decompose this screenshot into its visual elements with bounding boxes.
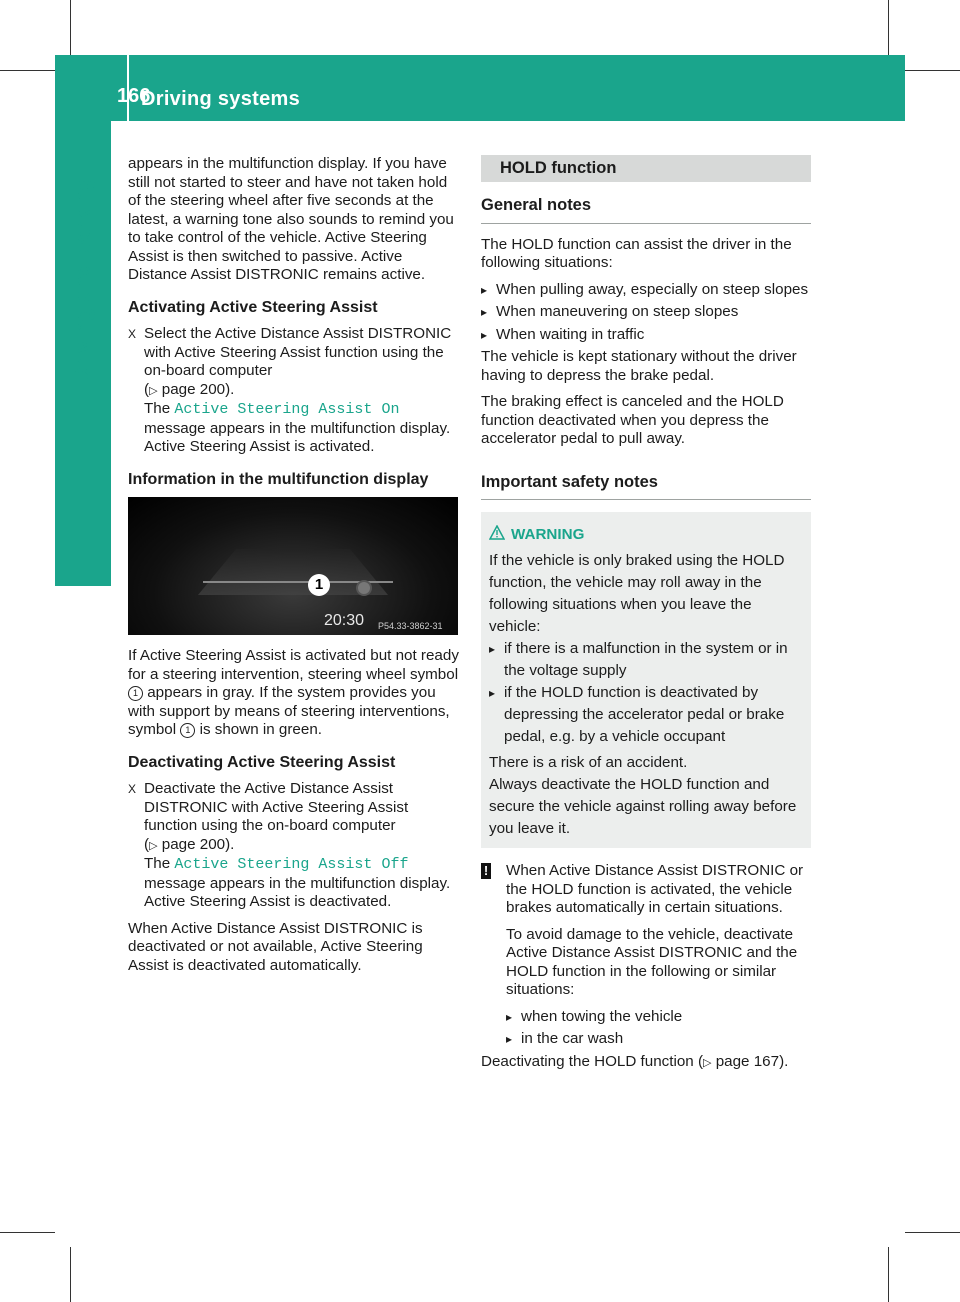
display-message: Active Steering Assist Off	[174, 856, 409, 873]
step-result: Active Steering Assist is deactivated.	[144, 893, 392, 910]
crop-mark	[70, 1247, 71, 1302]
step-text: Deactivate the Active Distance Assist DISTRONIC with Active Steering Assist function using the on-board computer	[144, 780, 409, 834]
list-item: ▸ When waiting in traffic	[481, 326, 811, 345]
safety-heading: Important safety notes	[481, 471, 811, 501]
step-result: Active Steering Assist is activated.	[144, 438, 375, 455]
list-item: ▸ if the HOLD function is deactivated by depressing the accelerator pedal or brake pedal, e.g. by a vehicle occupant	[489, 682, 803, 748]
general-p1: The vehicle is kept stationary without the driver having to depress the brake pedal.	[481, 348, 797, 384]
page-ref-link[interactable]: page 200).	[161, 835, 235, 853]
deactivating-step	[128, 780, 460, 912]
message-suffix: message appears in the multifunction display.	[144, 419, 451, 437]
step-marker-icon: X	[128, 327, 137, 341]
crop-mark	[0, 1232, 55, 1233]
step-text: Select the Active Distance Assist DISTRONIC with Active Steering Assist function using the on-board computer	[144, 325, 452, 379]
page-ref-link[interactable]: page 200).	[161, 380, 235, 398]
list-item: ▸ When pulling away, especially on steep slopes	[481, 281, 811, 300]
warning-header	[511, 524, 803, 546]
header-bar	[55, 55, 905, 121]
ref-text: Deactivating the HOLD function (	[481, 1052, 704, 1070]
notice-list	[506, 1008, 811, 1049]
list-item: ▸ when towing the vehicle	[506, 1008, 811, 1027]
notice-text: When Active Distance Assist DISTRONIC or the HOLD function is activated, the vehicle brakes automatically in certain situations.	[506, 862, 804, 916]
the-word: The	[144, 855, 171, 872]
steering-wheel-icon	[356, 580, 372, 596]
notice-block	[481, 862, 811, 1053]
warning-label: WARNING	[511, 526, 585, 543]
deactivating-hold-ref	[481, 1053, 811, 1073]
page-ref-open: (	[144, 380, 150, 398]
notice-text2: To avoid damage to the vehicle, deactivate Active Distance Assist DISTRONIC and the HOLD function in the following or similar situations:	[506, 925, 798, 998]
general-intro: The HOLD function can assist the driver in the following situations:	[481, 235, 792, 271]
closing-paragraph: When Active Distance Assist DISTRONIC is deactivated or not available, Active Steering Assist is deactivated automatically.	[128, 919, 423, 974]
info-text-part1: If Active Steering Assist is activated but not ready for a steering intervention, steering wheel symbol	[128, 647, 459, 683]
list-item: ▸ in the car wash	[506, 1030, 811, 1049]
general-notes-heading: General notes	[481, 194, 811, 224]
step-marker-icon: X	[128, 782, 137, 796]
activating-heading: Activating Active Steering Assist	[128, 298, 378, 316]
advice-text: Always deactivate the HOLD function and secure the vehicle against rolling away before you leave it.	[489, 776, 797, 837]
warning-list	[489, 638, 803, 748]
multifunction-display-figure	[128, 497, 458, 635]
right-column	[481, 155, 811, 1080]
intro-paragraph: appears in the multifunction display. If you have still not started to steer and have not taken hold of the steering wheel after five seconds at the latest, a warning tone also sounds to remind you to take control of the vehicle. Active Steering Assist is then switched to passive. Active Distance Assist DISTRONIC remains active.	[128, 155, 454, 283]
crop-mark	[70, 0, 71, 55]
page-ref-arrow-icon: ▷	[149, 384, 158, 397]
callout-inline-icon: 1	[180, 723, 195, 738]
left-column	[128, 155, 460, 983]
info-heading: Information in the multifunction display	[128, 470, 429, 488]
figure-reference: P54.33-3862-31	[378, 621, 443, 631]
page-number: 166	[117, 85, 151, 107]
warning-box	[481, 512, 811, 848]
display-message: Active Steering Assist On	[174, 401, 400, 418]
exclamation-icon: !	[481, 863, 491, 879]
hold-function-title: HOLD function	[481, 155, 811, 182]
list-item: ▸ if there is a malfunction in the system or in the voltage supply	[489, 638, 803, 682]
page-ref-arrow-icon: ▷	[703, 1056, 712, 1069]
list-item: ▸ When maneuvering on steep slopes	[481, 303, 811, 322]
risk-text: There is a risk of an accident.	[489, 754, 688, 771]
info-text-part3: is shown in green.	[199, 721, 322, 738]
page-ref-link[interactable]: page 167).	[715, 1052, 789, 1070]
info-text-part2: appears in gray. If the system provides you with support by means of steering interventions, symbol	[128, 684, 450, 738]
crop-mark	[0, 70, 55, 71]
crop-mark	[888, 0, 889, 55]
activating-step	[128, 325, 460, 457]
crop-mark	[905, 1232, 960, 1233]
general-p2: The braking effect is canceled and the HOLD function deactivated when you depress the accelerator pedal to pull away.	[481, 393, 784, 447]
situations-list	[481, 281, 811, 345]
message-suffix: message appears in the multifunction display.	[144, 874, 451, 892]
crop-mark	[888, 1247, 889, 1302]
callout-marker: 1	[308, 574, 330, 596]
warning-text: If the vehicle is only braked using the HOLD function, the vehicle may roll away in the following situations when you leave the vehicle:	[489, 552, 785, 635]
section-title: Driving systems	[141, 88, 301, 110]
display-clock: 20:30	[324, 612, 365, 629]
chapter-label: Driving and parking	[70, 176, 95, 384]
callout-inline-icon: 1	[128, 686, 143, 701]
deactivating-heading: Deactivating Active Steering Assist	[128, 753, 396, 771]
the-word: The	[144, 400, 171, 417]
info-paragraph	[128, 647, 460, 740]
crop-mark	[905, 70, 960, 71]
page-ref-open: (	[144, 835, 150, 853]
warning-triangle-icon	[489, 525, 505, 540]
page-ref-arrow-icon: ▷	[149, 839, 158, 852]
